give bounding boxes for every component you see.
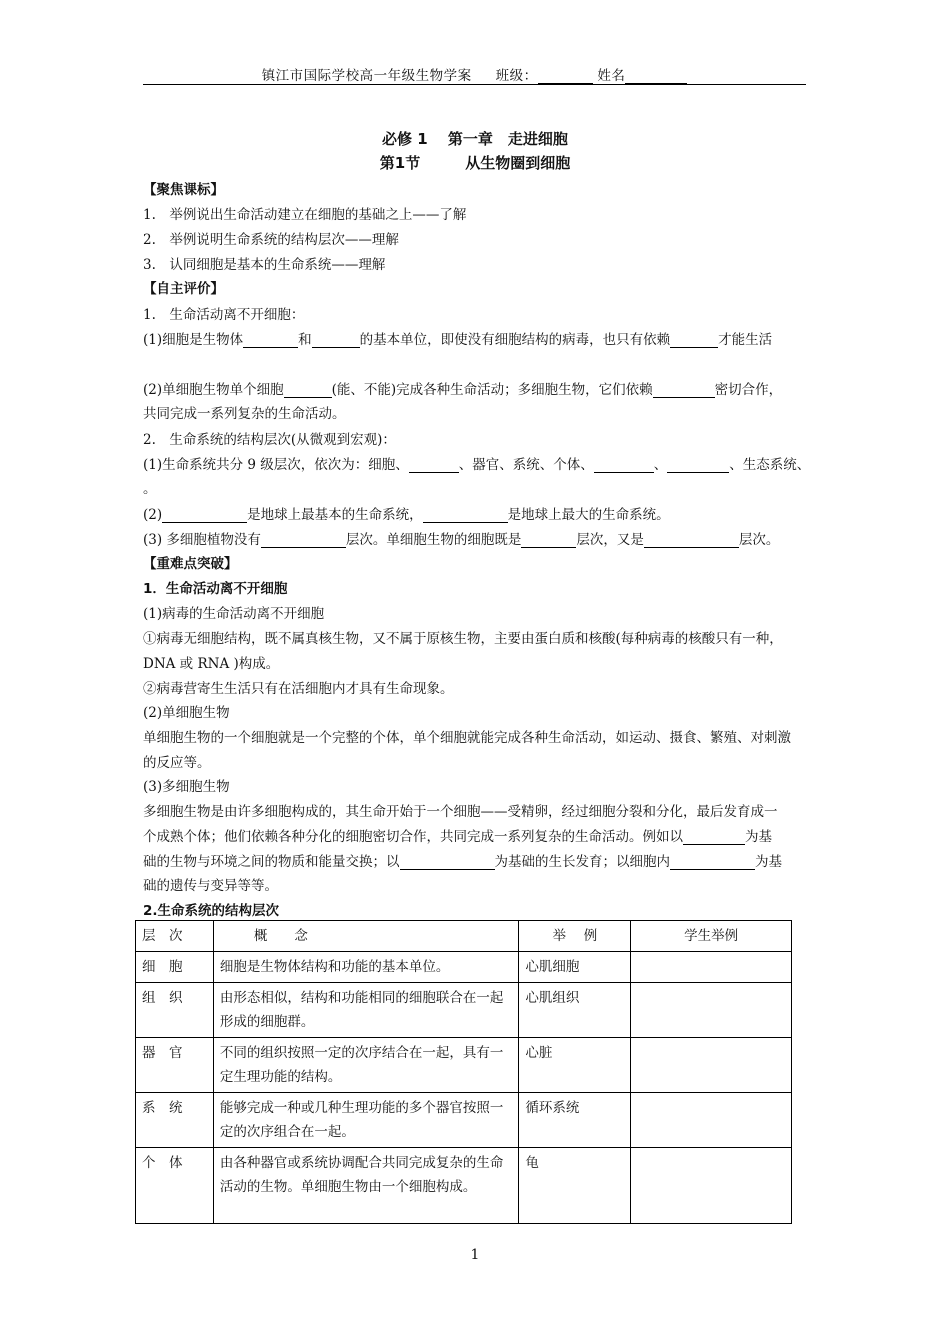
q1-1: (1)细胞是生物体 和 的基本单位，即使没有细胞结构的病毒，也只有依赖 才能生活 [143,332,773,348]
table-row [136,952,792,983]
table-row [136,983,792,1038]
concept-cell: 由各种器官或系统协调配合共同完成复杂的生命活动的生物。单细胞生物由一个细胞构成。 [213,1148,519,1224]
header-concept: 概 念 [213,921,519,952]
blank[interactable] [312,333,360,348]
example-cell: 心肌细胞 [519,952,631,983]
focus-item-1: 1. 举例说出生命活动建立在细胞的基础之上——了解 [143,207,467,223]
name-label: 姓名 [597,68,626,84]
q2-3: (3) 多细胞植物没有 层次。单细胞生物的细胞既是 层次，又是 层次。 [143,532,780,548]
p3c: 础的生物与环境之间的物质和能量交换；以 为基础的生长发育；以细胞内 为基 [143,854,782,870]
concept-cell: 由形态相似，结构和功能相同的细胞联合在一起形成的细胞群。 [213,983,519,1038]
focus-item-3: 3. 认同细胞是基本的生命系统——理解 [143,257,386,273]
table-row [136,1038,792,1093]
class-label: 班级： [495,68,538,84]
section-title: 第1节 从生物圈到细胞 [379,154,571,172]
example-cell: 龟 [519,1148,631,1224]
q2-2: (2) 是地球上最基本的生命系统， 是地球上最大的生命系统。 [143,507,670,523]
focus-item-2: 2. 举例说明生命系统的结构层次——理解 [143,232,399,248]
blank[interactable] [670,333,718,348]
p1: (1)病毒的生命活动离不开细胞 [143,606,325,622]
q1-2: (2)单细胞生物单个细胞 (能、不能)完成各种生命活动；多细胞生物，它们依赖 密切合作， [143,382,783,398]
concept-cell: 细胞是生物体结构和功能的基本单位。 [213,952,519,983]
p3b: 个成熟个体；他们依赖各种分化的细胞密切合作，共同完成一系列复杂的生命活动。例如以 为基 [143,829,772,845]
q2-1b: 。 [143,481,157,497]
chapter-title: 必修 1 第一章 走进细胞 [382,130,568,148]
blank[interactable] [243,333,298,348]
blank[interactable] [670,855,755,870]
student-example-cell[interactable] [631,983,792,1038]
section-1-heading: 1．生命活动离不开细胞 [143,581,288,597]
blank[interactable] [409,458,459,473]
blank[interactable] [423,508,508,523]
blank[interactable] [683,830,745,845]
school-title: 镇江市国际学校高一年级生物学案 [261,68,472,84]
header-level: 层 次 [136,921,214,952]
header-student-example: 学生举例 [631,921,792,952]
focus-heading: 【聚焦课标】 [143,182,224,198]
blank[interactable] [284,383,332,398]
example-cell: 循环系统 [519,1093,631,1148]
p1c: ②病毒营寄生生活只有在活细胞内才具有生命现象。 [143,681,454,697]
student-example-cell[interactable] [631,952,792,983]
student-example-cell[interactable] [631,1093,792,1148]
q2-1: (1)生命系统共分 9 级层次，依次为：细胞、 、器官、系统、个体、 、 、生态系统、 [143,457,811,473]
example-cell: 心肌组织 [519,983,631,1038]
q1: 1. 生命活动离不开细胞： [143,307,305,323]
p3d: 础的遗传与变异等等。 [143,878,278,894]
name-blank[interactable] [625,69,687,84]
header-divider [143,84,806,85]
table-row [136,1093,792,1148]
blank[interactable] [261,533,346,548]
table-row [136,1148,792,1224]
page-number: 1 [470,1247,480,1263]
blank[interactable] [667,458,729,473]
level-cell: 细 胞 [136,952,214,983]
blank[interactable] [521,533,576,548]
self-eval-heading: 【自主评价】 [143,281,224,297]
page-header [143,64,806,84]
concept-cell: 能够完成一种或几种生理功能的多个器官按照一定的次序组合在一起。 [213,1093,519,1148]
p3: (3)多细胞生物 [143,779,230,795]
section-2-heading: 2.生命系统的结构层次 [143,903,280,919]
blank[interactable] [644,533,739,548]
table-header-row [136,921,792,952]
p3a: 多细胞生物是由许多细胞构成的，其生命开始于一个细胞——受精卵，经过细胞分裂和分化，最后发育成一 [143,804,778,820]
p1b: DNA 或 RNA )构成。 [143,656,280,672]
breakthrough-heading: 【重难点突破】 [143,556,238,572]
q1-2b: 共同完成一系列复杂的生命活动。 [143,406,346,422]
class-blank[interactable] [538,69,593,84]
header-example: 举 例 [519,921,631,952]
level-cell: 个 体 [136,1148,214,1224]
blank[interactable] [653,383,715,398]
student-example-cell[interactable] [631,1038,792,1093]
hierarchy-table [135,920,792,1224]
level-cell: 组 织 [136,983,214,1038]
q2: 2. 生命系统的结构层次(从微观到宏观)： [143,432,396,448]
p2a: 单细胞生物的一个细胞就是一个完整的个体，单个细胞就能完成各种生命活动，如运动、摄食、繁殖、对刺激 [143,730,791,746]
blank[interactable] [400,855,495,870]
student-example-cell[interactable] [631,1148,792,1224]
example-cell: 心脏 [519,1038,631,1093]
p2: (2)单细胞生物 [143,705,230,721]
level-cell: 器 官 [136,1038,214,1093]
blank[interactable] [162,508,247,523]
blank[interactable] [594,458,654,473]
concept-cell: 不同的组织按照一定的次序结合在一起，具有一定生理功能的结构。 [213,1038,519,1093]
p2b: 的反应等。 [143,755,211,771]
level-cell: 系 统 [136,1093,214,1148]
p1a: ①病毒无细胞结构，既不属真核生物，又不属于原核生物，主要由蛋白质和核酸(每种病毒的核酸只有一种， [143,631,783,647]
